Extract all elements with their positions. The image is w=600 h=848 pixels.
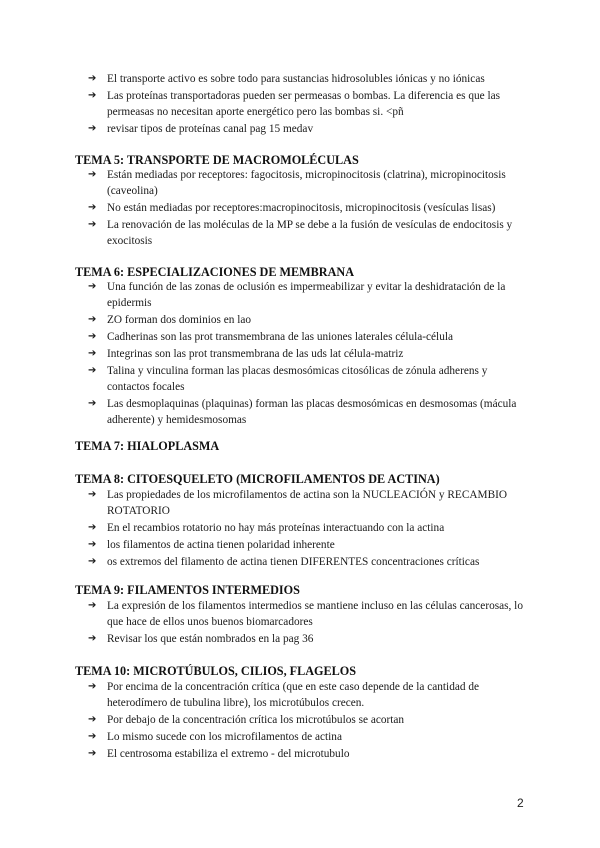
list-item: ➔ La expresión de los filamentos intermedios se mantiene incluso en las células cancerosas, lo que hace de ellos unos buenos biomarcadores bbox=[88, 600, 523, 628]
list-item: ➔ Lo mismo sucede con los microfilamentos de actina bbox=[88, 731, 342, 743]
arrow-icon: ➔ bbox=[88, 681, 97, 692]
tema10-list bbox=[88, 679, 528, 763]
list-item: ➔ No están mediadas por receptores:macropinocitosis, micropinocitosis (vesículas lisas) bbox=[88, 202, 496, 214]
arrow-icon: ➔ bbox=[88, 398, 97, 409]
list-item: ➔ Están mediadas por receptores: fagocitosis, micropinocitosis (clatrina), micropinocitosis (caveolina) bbox=[88, 169, 506, 197]
arrow-icon: ➔ bbox=[88, 731, 97, 742]
list-item: ➔ os extremos del filamento de actina tienen DIFERENTES concentraciones críticas bbox=[88, 556, 480, 568]
list-item: ➔ Talina y vinculina forman las placas desmosómicas citosólicas de zónula adherens y contactos focales bbox=[88, 365, 488, 393]
arrow-icon: ➔ bbox=[88, 219, 97, 230]
list-item: ➔ Las proteínas transportadoras pueden ser permeasas o bombas. La diferencia es que las permeasas no necesitan aporte energético pero las bombas si. <pñ bbox=[88, 90, 501, 118]
list-item: ➔ Por encima de la concentración crítica (que en este caso depende de la cantidad de heterodímero de tubulina libre), los microtúbulos crecen. bbox=[88, 681, 479, 709]
tema5-list bbox=[88, 167, 528, 250]
arrow-icon: ➔ bbox=[88, 202, 97, 213]
tema10-heading: TEMA 10: MICROTÚBULOS, CILIOS, FLAGELOS bbox=[75, 664, 357, 678]
tema8-heading: TEMA 8: CITOESQUELETO (MICROFILAMENTOS DE ACTINA) bbox=[75, 472, 440, 486]
list-item: ➔ revisar tipos de proteínas canal pag 15 medav bbox=[88, 123, 314, 135]
tema5-heading: TEMA 5: TRANSPORTE DE MACROMOLÉCULAS bbox=[75, 153, 359, 167]
page-number: 2 bbox=[517, 796, 524, 810]
arrow-icon: ➔ bbox=[88, 123, 97, 134]
list-item: ➔ La renovación de las moléculas de la MP se debe a la fusión de vesículas de endocitosis y exocitosis bbox=[88, 219, 513, 247]
arrow-icon: ➔ bbox=[88, 489, 97, 500]
arrow-icon: ➔ bbox=[88, 331, 97, 342]
arrow-icon: ➔ bbox=[88, 539, 97, 550]
arrow-icon: ➔ bbox=[88, 522, 97, 533]
arrow-icon: ➔ bbox=[88, 365, 97, 376]
list-item: ➔ El transporte activo es sobre todo para sustancias hidrosolubles iónicas y no iónicas bbox=[88, 73, 485, 85]
arrow-icon: ➔ bbox=[88, 73, 97, 84]
tema7-heading: TEMA 7: HIALOPLASMA bbox=[75, 439, 220, 453]
list-item: ➔ los filamentos de actina tienen polaridad inherente bbox=[88, 539, 335, 551]
tema9-list bbox=[88, 598, 528, 648]
tema6-heading: TEMA 6: ESPECIALIZACIONES DE MEMBRANA bbox=[75, 265, 354, 279]
arrow-icon: ➔ bbox=[88, 169, 97, 180]
list-item: ➔ Integrinas son las prot transmembrana de las uds lat célula-matriz bbox=[88, 348, 404, 360]
list-item: ➔ Revisar los que están nombrados en la pag 36 bbox=[88, 633, 314, 645]
list-item: ➔ Una función de las zonas de oclusión es impermeabilizar y evitar la deshidratación de la epidermis bbox=[88, 281, 506, 309]
list-item: ➔ El centrosoma estabiliza el extremo - del microtubulo bbox=[88, 748, 350, 760]
tema9-heading: TEMA 9: FILAMENTOS INTERMEDIOS bbox=[75, 583, 300, 597]
arrow-icon: ➔ bbox=[88, 748, 97, 759]
intro-list bbox=[88, 71, 528, 138]
arrow-icon: ➔ bbox=[88, 600, 97, 611]
list-item: ➔ En el recambios rotatorio no hay más proteínas interactuando con la actina bbox=[88, 522, 445, 534]
arrow-icon: ➔ bbox=[88, 633, 97, 644]
arrow-icon: ➔ bbox=[88, 314, 97, 325]
list-item: ➔ Cadherinas son las prot transmembrana de las uniones laterales célula-célula bbox=[88, 331, 453, 343]
arrow-icon: ➔ bbox=[88, 90, 97, 101]
tema8-list bbox=[88, 487, 528, 571]
list-item: ➔ Las propiedades de los microfilamentos de actina son la NUCLEACIÓN y RECAMBIO ROTATORIO bbox=[88, 489, 508, 517]
arrow-icon: ➔ bbox=[88, 714, 97, 725]
tema6-list bbox=[88, 279, 528, 429]
list-item: ➔ ZO forman dos dominios en lao bbox=[88, 314, 252, 326]
list-item: ➔ Por debajo de la concentración crítica los microtúbulos se acortan bbox=[88, 714, 405, 726]
arrow-icon: ➔ bbox=[88, 281, 97, 292]
arrow-icon: ➔ bbox=[88, 348, 97, 359]
arrow-icon: ➔ bbox=[88, 556, 97, 567]
list-item: ➔ Las desmoplaquinas (plaquinas) forman las placas desmosómicas en desmosomas (mácula adherente) y hemidesmosomas bbox=[88, 398, 517, 426]
